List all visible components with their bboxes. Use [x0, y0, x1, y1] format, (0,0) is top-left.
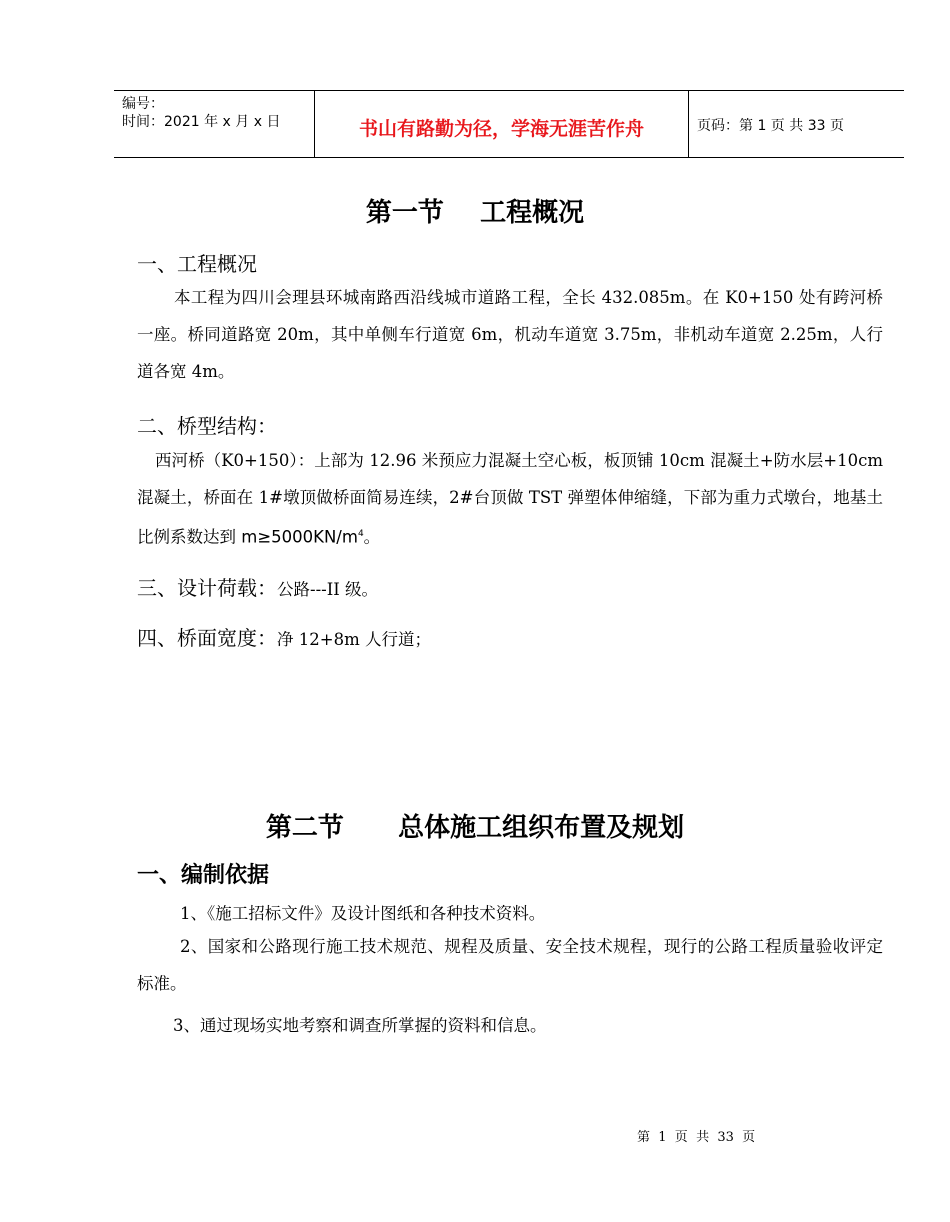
header-motto: 书山有路勤为径，学海无涯苦作舟	[315, 91, 689, 157]
section-2-title: 第二节 总体施工组织布置及规划	[265, 813, 685, 843]
foundation-coefficient-exponent: 4	[357, 529, 364, 539]
header-page-info: 页码：第 1 页 共 33 页	[697, 118, 844, 134]
deck-width-value: 净 12+8m 人行道；	[277, 630, 431, 649]
deck-width-line	[137, 622, 431, 651]
bridge-structure-text: 西河桥（K0+150）：上部为 12.96 米预应力混凝土空心板，板顶铺 10cm 混凝土+防水层+10cm 混凝土，桥面在 1#墩顶做桥面简易连续，2#台顶做 TST 弹塑体伸缩缝，下部为重力式墩台，地基土比例系数达到	[137, 451, 883, 547]
bridge-structure-end: 。	[363, 527, 381, 547]
foundation-coefficient: m≥5000KN/m	[241, 527, 358, 547]
design-load-value: 公路---II 级。	[277, 580, 379, 599]
section-1-heading-overview: 一、工程概况	[137, 252, 257, 276]
design-load-line	[137, 572, 378, 601]
basis-item-2: 2、国家和公路现行施工技术规范、规程及质量、安全技术规程，现行的公路工程质量验收评定标准。	[137, 937, 883, 993]
document-time-label: 时间：2021 年 x 月 x 日	[122, 114, 281, 130]
header-meta-cell	[114, 91, 315, 157]
section-1-title: 第一节 工程概况	[365, 198, 585, 228]
document-number-label: 编号：	[122, 96, 164, 112]
deck-width-label: 四、桥面宽度：	[137, 626, 277, 650]
overview-paragraph: 本工程为四川会理县环城南路西沿线城市道路工程，全长 432.085m。在 K0+150 处有跨河桥一座。桥同道路宽 20m，其中单侧车行道宽 6m，机动车道宽 3.75m，非机动车道宽 2.25m，人行道各宽 4m。	[137, 288, 883, 381]
basis-item-3: 3、通过现场实地考察和调查所掌握的资料和信息。	[173, 1016, 547, 1035]
design-load-label: 三、设计荷载：	[137, 576, 277, 600]
bridge-structure-paragraph	[137, 442, 883, 556]
section-1-heading-bridge-structure: 二、桥型结构：	[137, 414, 277, 438]
basis-item-1: 1、《施工招标文件》及设计图纸和各种技术资料。	[180, 904, 546, 923]
header-table	[114, 90, 904, 158]
page-footer: 第 1 页 共 33 页	[637, 1130, 756, 1145]
section-2-heading-basis: 一、编制依据	[137, 863, 270, 888]
